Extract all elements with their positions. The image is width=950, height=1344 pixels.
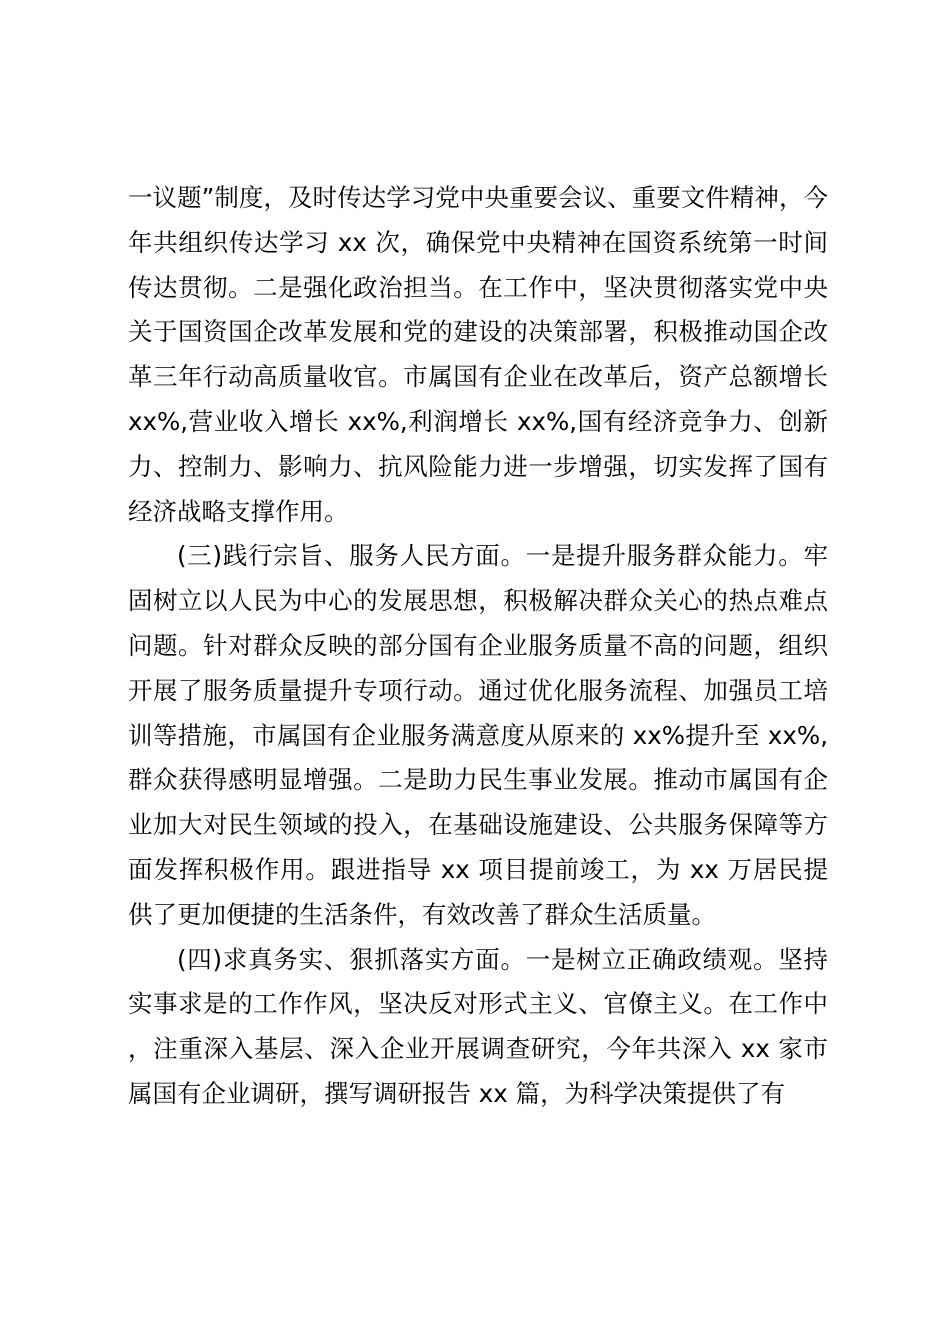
paragraph-section-4: (四)求真务实、狠抓落实方面。一是树立正确政绩观。坚持实事求是的工作作风，坚决反对形式主义、官僚主义。在工作中，注重深入基层、深入企业开展调查研究，今年共深入 xx 家市属国有企业调研，撰写调研报告 xx 篇，为科学决策提供了有 (128, 944, 828, 1108)
paragraph-continuation: 一议题”制度，及时传达学习党中央重要会议、重要文件精神，今年共组织传达学习 xx 次，确保党中央精神在国资系统第一时间传达贯彻。二是强化政治担当。在工作中，坚决贯彻落实党中央关于国资国企改革发展和党的建设的决策部署，积极推动国企改革三年行动高质量收官。市属国有企业在改革后，资产总额增长 xx%,营业收入增长 xx%,利润增长 xx%,国有经济竞争力、创新力、控制力、影响力、抗风险能力进一步增强，切实发挥了国有经济战略支撑作用。 (128, 183, 828, 526)
paragraph-section-3: (三)践行宗旨、服务人民方面。一是提升服务群众能力。牢固树立以人民为中心的发展思想，积极解决群众关心的热点难点问题。针对群众反映的部分国有企业服务质量不高的问题，组织开展了服务质量提升专项行动。通过优化服务流程、加强员工培训等措施，市属国有企业服务满意度从原来的 xx%提升至 xx%,群众获得感明显增强。二是助力民生事业发展。推动市属国有企业加大对民生领域的投入，在基础设施建设、公共服务保障等方面发挥积极作用。跟进指导 xx 项目提前竣工，为 xx 万居民提供了更加便捷的生活条件，有效改善了群众生活质量。 (128, 541, 828, 929)
document-body (128, 176, 828, 1117)
